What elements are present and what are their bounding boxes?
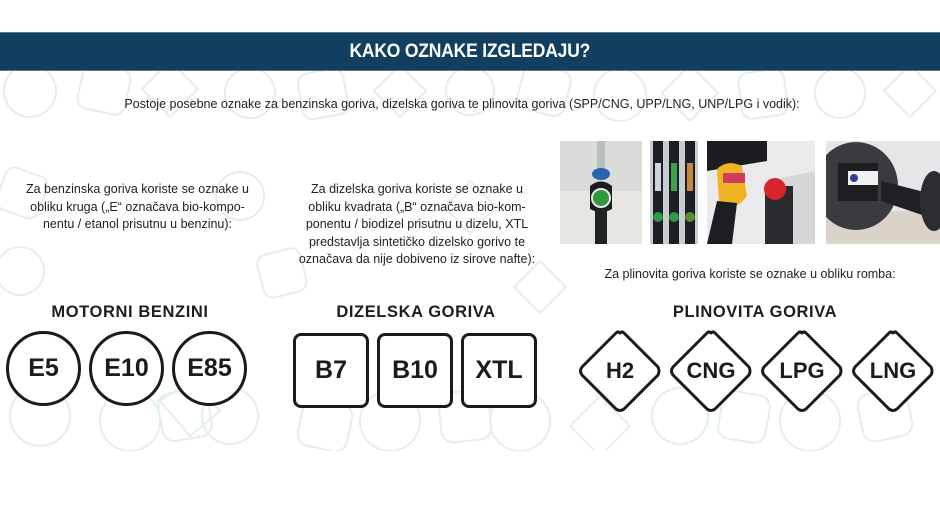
label-diamond-lpg xyxy=(760,329,844,413)
label-circle-e5: E5 xyxy=(6,331,81,406)
benzin-description xyxy=(0,181,275,234)
intro-text xyxy=(0,97,940,111)
photo-fuel-nozzle xyxy=(560,141,642,244)
label-circle-e85: E85 xyxy=(172,331,247,406)
photo-fuel-pumps xyxy=(650,141,698,244)
dizel-description-line: obliku kvadrata („B“ označava bio-kom- xyxy=(308,199,526,214)
label-diamond-text: LPG xyxy=(779,358,825,383)
photo-nozzle-red-cap xyxy=(707,141,815,244)
benzin-category-title: MOTORNI BENZINI xyxy=(51,303,209,321)
dizel-description-line: ponentu / biodizel prisutnu u dizelu, XTL xyxy=(305,217,529,231)
plin-category-title: PLINOVITA GORIVA xyxy=(672,303,838,321)
dizel-description-line: označava da nije dobiveno iz sirove nafte): xyxy=(298,252,536,266)
label-square-b7: B7 xyxy=(293,333,369,408)
label-square-xtl: XTL xyxy=(461,333,537,408)
label-diamond-text: CNG xyxy=(686,358,736,383)
plin-description xyxy=(560,266,940,284)
benzin-description-line: obliku kruga („E“ označava bio-kompo- xyxy=(30,199,245,214)
plin-description-text: Za plinovita goriva koriste se oznake u obliku romba: xyxy=(604,267,896,281)
dizel-description xyxy=(282,181,552,269)
page-title: KAKO OZNAKE IZGLEDAJU? xyxy=(349,40,591,62)
label-diamond-h2 xyxy=(578,329,662,413)
label-diamond-cng xyxy=(669,329,753,413)
label-diamond-text: LNG xyxy=(869,358,917,383)
label-diamond-lng xyxy=(851,329,935,413)
label-square-b10: B10 xyxy=(377,333,453,408)
dizel-description-line: predstavlja sintetičko dizelsko gorivo te xyxy=(308,234,526,249)
label-diamond-text: H2 xyxy=(605,358,635,383)
dizel-description-line: Za dizelska goriva koriste se oznake u xyxy=(311,182,523,196)
benzin-description-line: Za benzinska goriva koriste se oznake u xyxy=(25,182,250,196)
benzin-description-line: nentu / etanol prisutnu u benzinu): xyxy=(42,217,233,231)
photo-fuel-filler-flap xyxy=(826,141,940,244)
header-banner xyxy=(0,32,940,71)
intro-text-content: Postoje posebne oznake za benzinska goriva, dizelska goriva te plinovita goriva (SPP/CNG, UPP/LNG, UNP/LPG i vodik): xyxy=(124,97,800,111)
label-circle-e10: E10 xyxy=(89,331,164,406)
dizel-category-title: DIZELSKA GORIVA xyxy=(336,303,496,321)
